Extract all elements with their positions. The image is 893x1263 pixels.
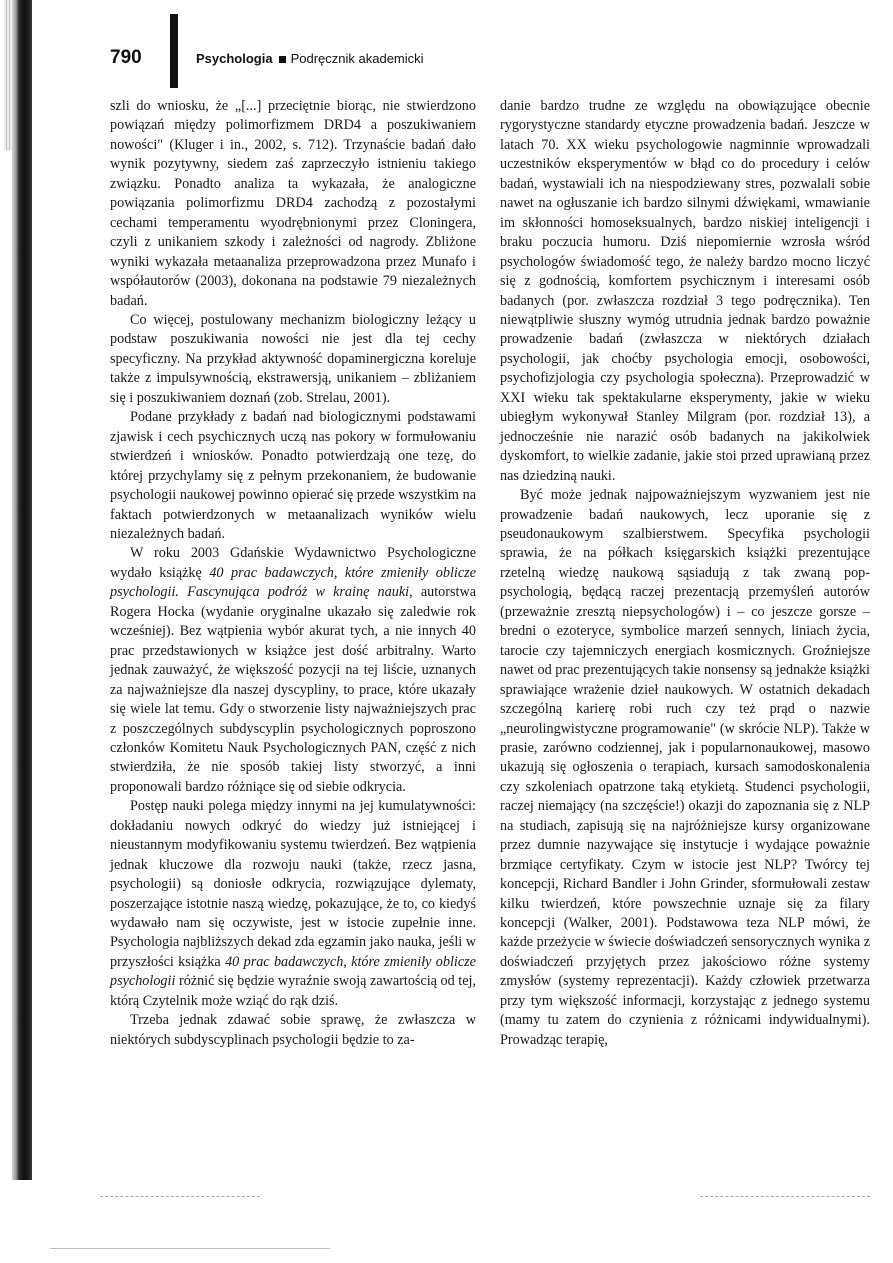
header-rule — [170, 14, 178, 88]
paragraph-text: W roku 2003 Gdańskie Wydawnictwo Psychologiczne wydało książkę — [110, 545, 476, 581]
book-subtitle: Podręcznik akademicki — [290, 51, 424, 66]
paragraph: Podane przykłady z badań nad biologicznymi podstawami zjawisk i cech psychicznych uczą nas pokory w formułowaniu stwierdzeń i wniosków. Ponadto potwierdzają one tezę, do której przychylamy się z pełnym przekonaniem, że budowanie psychologii naukowej powinno opierać się przede wszystkim na faktach potwierdzonych w metaanalizach wyników wielu niezależnych badań. — [110, 409, 476, 542]
paragraph: Być może jednak najpoważniejszym wyzwaniem jest nie prowadzenie badań naukowych, lecz uporanie się z pseudonaukowym szalbierstwem. Specyfika psychologii sprawia, że na półkach księgarskich książki prezentujące rzetelną wiedzę naukową sąsiadują z tak zwaną pop-psychologią, będącą raczej prezentacją przemyśleń autorów (przeważnie zresztą niepsychologów) i – co jeszcze gorsze – bredni o ezoteryce, symbolice marzeń sennych, liniach życia, tarocie czy tajemniczych energiach kosmicznych. Groźniejsze nawet od prac prezentujących takie nonsensy są jednakże książki sprawiające wrażenie dzieł naukowych. W ostatnich dekadach szczególną karierę robi ruch czy też prąd o nazwie „neurolingwistyczne programowanie" (w skrócie NLP). Także w prasie, zarówno codziennej, jak i popularnonaukowej, masowo ukazują się ogłoszenia o terapiach, kursach samodoskonalenia czy szkoleniach opatrzone taką etykietą. Studenci psychologii, raczej niemający (na szczęście!) okazji do zapoznania się z NLP na studiach, zapisują się na najróżniejsze kursy organizowane przez dumnie nazywające się instytucje i wydające poważnie brzmiące certyfikaty. Czym w istocie jest NLP? Twórcy tej koncepcji, Richard Bandler i John Grinder, sformułowali zestaw kilku twierdzeń, które powszechnie uznaje się za filary koncepcji (Walker, 2001). Podstawowa teza NLP mówi, że każde przeżycie w świecie doświadczeń sensorycznych wynika z doświadczeń przyjętych przez jakościowo różne systemy zmysłów (systemy reprezentacji). Każdy człowiek przetwarza przy tym większość informacji, korzystając z jednego systemu (mamy tu zatem do czynienia z różnicami indywidualnymi). Prowadząc terapię, — [500, 487, 870, 1048]
book-title-italic: 40 prac badawczych, które zmieniły oblicze psychologii — [110, 953, 476, 990]
scan-noise-line — [100, 1196, 260, 1198]
paragraph: danie bardzo trudne ze względu na obowiązujące obecnie rygorystyczne standardy etyczne prowadzenia badań. Jeszcze w latach 70. XX wieku psychologowie nagminnie wprowadzali uczestników eksperymentów w błąd co do procedury i celów badań, wystawiali ich na niespodziewany stres, pozwalali sobie nawet na ogłuszanie ich bardzo silnymi dźwiękami, wmawianie im skłonności homoseksualnych, bardzo niskiej inteligencji i braku poczucia humoru. Dziś niepomiernie wzrosła wśród psychologów świadomość tego, że należy bardzo mocno liczyć się z godnością, komfortem psychicznym i interesami osób badanych (por. zwłaszcza rozdział 3 tego podręcznika). Ten niewątpliwie słuszny wymóg utrudnia jednak bardzo poważnie prowadzenie badań (zwłaszcza w niektórych działach psychologii, jak choćby psychologia emocji, osobowości, psychofizjologia czy psychologia społeczna). Przeprowadzić w XXI wieku tak spektakularne eksperymenty, jakie w wieku ubiegłym wykonywał Stanley Milgram (por. rozdział 13), a jednocześnie nie narazić osób badanych na jakikolwiek dyskomfort, to wielkie zadanie, jakie stoi przed uprawianą przez nas dziedziną nauki. — [500, 98, 870, 484]
running-head — [196, 51, 424, 66]
book-title-italic: 40 prac badawczych, które zmieniły oblicze psychologii. Fascynująca podróż w krainę nauki — [110, 564, 476, 601]
square-bullet-icon — [279, 56, 286, 63]
paragraph: szli do wniosku, że „[...] przeciętnie biorąc, nie stwierdzono powiązań między polimorfizmem DRD4 a poszukiwaniem nowości" (Kluger i in., 2002, s. 712). Trzynaście badań dało wynik pozytywny, siedem zaś zaprzeczyło istnieniu takiego związku. Ponadto analiza ta wykazała, że analogiczne powiązania polimorfizmu DRD4 zachodzą z pozostałymi cechami temperamentu wyodrębnionymi przez Cloningera, czyli z unikaniem szkody i zależności od nagrody. Zbliżone wyniki wykazała metaanaliza przeprowadzona przez Munafo i współautorów (2003), dokonana na podstawie 79 niezależnych badań. — [110, 98, 476, 309]
right-column — [500, 97, 870, 1050]
paragraph-text: , autorstwa Rogera Hocka (wydanie oryginalne ukazało się zaledwie rok wcześniej). Bez wątpienia wybór akurat tych, a nie innych 40 prac przedstawionych w książce jest dość arbitralny. Warto jednak zauważyć, że większość pozycji na tej liście, uznanych za najważniejsze dla naszej dyscypliny, to prace, które ukazały się wiele lat temu. Gdy o stworzenie listy najważniejszych prac z poszczególnych subdyscyplin psychologicznych poproszono członków Komitetu Nauk Psychologicznych PAN, część z nich stwierdziła, że nie sposób takiej listy stworzyć, a inni proponowali bardzo różniące się od siebie odkrycia. — [110, 584, 476, 795]
scan-noise-line — [50, 1248, 330, 1250]
page-number: 790 — [110, 47, 142, 68]
paragraph-text: Postęp nauki polega między innymi na jej kumulatywności: dokładaniu nowych odkryć do wiedzy już istniejącej i nieustannym modyfikowaniu systemu twierdzeń. Bez wątpienia jednak kluczowe dla rozwoju nauki (także, rzecz jasna, psychologii) są doniosłe odkrycia, rozwiązujące dylematy, poszerzające istotnie naszą wiedzę, pokazujące, że to, co kiedyś wydawało nam się oczywiste, jest w istocie zupełnie inne. Psychologia najbliższych dekad zda egzamin jako nauka, jeśli w przyszłości książka — [110, 798, 477, 970]
page-header — [110, 44, 870, 84]
paragraph — [110, 544, 476, 797]
scan-noise-line — [700, 1196, 870, 1198]
paragraph-text: różnić się będzie wyraźnie swoją zawartością od tej, którą Czytelnik może wziąć do rąk dziś. — [110, 973, 476, 1009]
book-title: Psychologia — [196, 51, 273, 66]
paragraph: Co więcej, postulowany mechanizm biologiczny leżący u podstaw poszukiwania nowości nie jest dla tej cechy specyficzny. Na przykład aktywność dopaminergiczna koreluje także z impulsywnością, ekstrawersją, unikaniem – zbliżaniem się i poszukiwaniem doznań (zob. Strelau, 2001). — [110, 311, 476, 406]
left-column — [110, 97, 476, 1050]
scan-binding-shadow — [12, 0, 32, 1180]
paragraph: Trzeba jednak zdawać sobie sprawę, że zwłaszcza w niektórych subdyscyplinach psychologii będzie to za- — [110, 1012, 476, 1048]
paragraph — [110, 797, 476, 1011]
